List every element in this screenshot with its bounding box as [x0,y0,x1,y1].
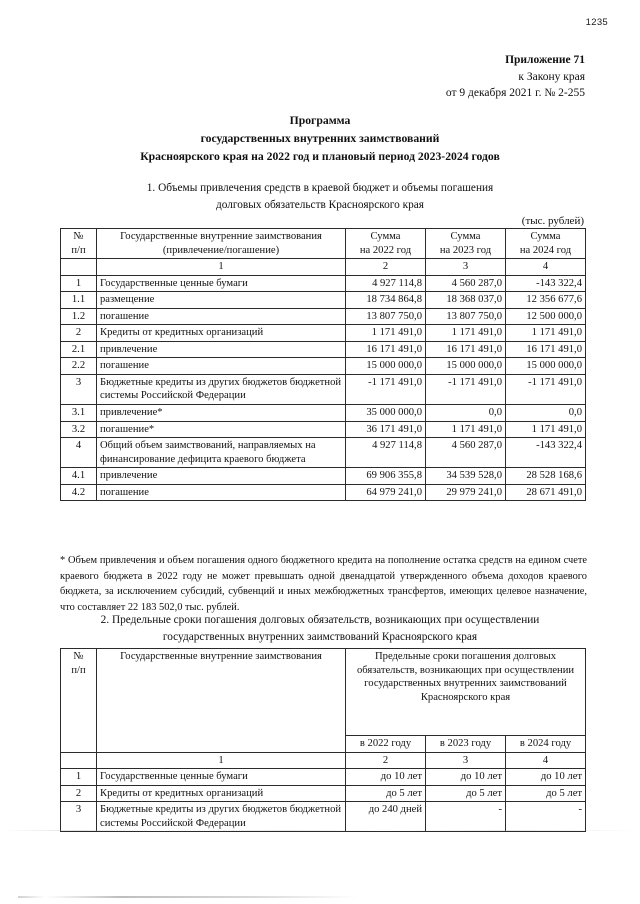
row-value-2024: до 5 лет [506,785,586,802]
header-number-line-1: № [73,231,84,242]
units-note: (тыс. рублей) [521,215,584,227]
colnum-0 [61,752,97,769]
table-repayment-deadlines [60,648,586,832]
colnum-3: 3 [426,752,506,769]
colnum-4: 4 [506,752,586,769]
table-row [61,421,586,438]
table-column-numbering-row [61,259,586,276]
row-value-2023: 13 807 750,0 [426,308,506,325]
row-name: Бюджетные кредиты из других бюджетов бюджетной системы Российской Федерации [97,374,346,404]
section-2-heading-line-1: 2. Предельные сроки погашения долговых обязательств, возникающих при осуществлении [100,614,540,626]
row-value-2023: 0,0 [426,405,506,422]
table-row [61,785,586,802]
row-value-2024: 28 671 491,0 [506,484,586,501]
header-name-line-2: (привлечение/погашение) [162,244,280,256]
row-value-2022: до 5 лет [346,785,426,802]
row-value-2024: 12 356 677,6 [506,292,586,309]
header-number-line-2: п/п [71,664,86,676]
row-value-2024: 28 528 168,6 [506,468,586,485]
row-number: 4.1 [61,468,97,485]
colnum-0 [61,259,97,276]
row-value-2022: 35 000 000,0 [346,405,426,422]
row-value-2023: до 5 лет [426,785,506,802]
header-cell-group-deadlines: Предельные сроки погашения долговых обязательств, возникающих при осуществлении государственных внутренних заимствований Красноярского края [346,649,586,736]
row-value-2023: 4 560 287,0 [426,438,506,468]
document-reference-block [446,52,585,102]
table-row [61,802,586,832]
row-name: погашение* [97,421,346,438]
table-row [61,769,586,786]
header-2024-line-2: на 2024 год [519,244,572,256]
row-value-2024: - [506,802,586,832]
header-cell-name: Государственные внутренние заимствования [97,649,346,753]
header-cell-2023: в 2023 году [426,736,506,753]
row-number: 1 [61,769,97,786]
row-name: привлечение* [97,405,346,422]
law-reference: к Закону края [518,70,585,83]
header-2023-line-2: на 2023 год [439,244,492,256]
row-number: 3 [61,802,97,832]
row-value-2023: 1 171 491,0 [426,421,506,438]
row-value-2022: 15 000 000,0 [346,358,426,375]
colnum-1: 1 [97,752,346,769]
row-value-2024: 15 000 000,0 [506,358,586,375]
row-value-2022: 13 807 750,0 [346,308,426,325]
colnum-2: 2 [346,752,426,769]
table-row [61,468,586,485]
table-header-row [61,649,586,736]
header-cell-2022 [346,229,426,259]
row-number: 3 [61,374,97,404]
row-value-2022: 1 171 491,0 [346,325,426,342]
header-2022-line-2: на 2022 год [359,244,412,256]
row-value-2024: -143 322,4 [506,438,586,468]
row-name: погашение [97,308,346,325]
scan-artifact-upper [0,830,640,831]
title-line-2: государственных внутренних заимствований [200,132,440,146]
row-value-2023: 15 000 000,0 [426,358,506,375]
row-value-2022: 18 734 864,8 [346,292,426,309]
colnum-4: 4 [506,259,586,276]
row-name: Общий объем заимствований, направляемых на финансирование дефицита краевого бюджета [97,438,346,468]
row-value-2023: - [426,802,506,832]
row-name: Кредиты от кредитных организаций [97,785,346,802]
table-column-numbering-row [61,752,586,769]
table-row [61,405,586,422]
header-cell-2023 [426,229,506,259]
table-row [61,341,586,358]
row-value-2024: -1 171 491,0 [506,374,586,404]
row-value-2023: 4 560 287,0 [426,275,506,292]
header-cell-2024 [506,229,586,259]
footnote-budget-credit: * Объем привлечения и объем погашения одного бюджетного кредита на пополнение остатка средств на едином счете краевого бюджета в 2022 году не может превышать одной двенадцатой утвержденного объема доходов краевого бюджета, за исключением субсидий, субвенций и иных межбюджетных трансфертов, имеющих целевое назначение, что составляет 22 183 502,0 тыс. рублей. [60,555,587,613]
row-value-2023: 1 171 491,0 [426,325,506,342]
page-number: 1235 [585,17,608,28]
table-borrowing-volumes [60,228,586,501]
row-number: 4.2 [61,484,97,501]
header-cell-2024: в 2024 году [506,736,586,753]
row-value-2023: 29 979 241,0 [426,484,506,501]
section-2-heading [0,612,640,646]
table-row [61,292,586,309]
table-row [61,275,586,292]
header-2022-line-1: Сумма [370,231,401,242]
colnum-3: 3 [426,259,506,276]
title-line-3: Красноярского края на 2022 год и плановый период 2023-2024 годов [140,150,500,164]
scan-artifact-lower [18,896,358,898]
row-value-2023: 34 539 528,0 [426,468,506,485]
row-name: погашение [97,358,346,375]
row-number: 1.1 [61,292,97,309]
row-name: привлечение [97,341,346,358]
row-name: Государственные ценные бумаги [97,769,346,786]
row-value-2023: -1 171 491,0 [426,374,506,404]
row-value-2024: 0,0 [506,405,586,422]
header-2024-line-1: Сумма [530,231,561,242]
row-name: погашение [97,484,346,501]
row-number: 3.1 [61,405,97,422]
table-row [61,308,586,325]
row-number: 1.2 [61,308,97,325]
row-value-2023: до 10 лет [426,769,506,786]
row-value-2022: 36 171 491,0 [346,421,426,438]
row-value-2022: 64 979 241,0 [346,484,426,501]
header-cell-number [61,229,97,259]
title-line-1: Программа [289,114,351,127]
row-number: 2 [61,785,97,802]
row-value-2024: 1 171 491,0 [506,325,586,342]
row-number: 2.1 [61,341,97,358]
row-value-2024: до 10 лет [506,769,586,786]
table-row [61,358,586,375]
row-value-2024: -143 322,4 [506,275,586,292]
law-date-number: от 9 декабря 2021 г. № 2-255 [445,87,585,100]
row-value-2022: 4 927 114,8 [346,275,426,292]
row-value-2022: -1 171 491,0 [346,374,426,404]
row-value-2024: 16 171 491,0 [506,341,586,358]
header-name-line-1: Государственные внутренние заимствования [120,231,322,242]
table-row [61,325,586,342]
section-1-heading [0,180,640,214]
row-name: размещение [97,292,346,309]
row-name: Государственные ценные бумаги [97,275,346,292]
row-value-2023: 16 171 491,0 [426,341,506,358]
header-2023-line-1: Сумма [450,231,481,242]
row-name: привлечение [97,468,346,485]
table-row [61,438,586,468]
table-row [61,374,586,404]
table-row [61,484,586,501]
appendix-number: Приложение 71 [505,54,585,66]
row-value-2023: 18 368 037,0 [426,292,506,309]
row-number: 2 [61,325,97,342]
row-value-2024: 1 171 491,0 [506,421,586,438]
header-cell-name [97,229,346,259]
row-value-2022: до 240 дней [346,802,426,832]
header-cell-number [61,649,97,753]
section-2-heading-line-2: государственных внутренних заимствований Красноярского края [162,630,478,643]
section-1-heading-line-1: 1. Объемы привлечения средств в краевой бюджет и объемы погашения [146,182,494,194]
row-value-2022: 4 927 114,8 [346,438,426,468]
document-title [0,112,640,166]
row-number: 2.2 [61,358,97,375]
header-cell-2022: в 2022 году [346,736,426,753]
row-name: Кредиты от кредитных организаций [97,325,346,342]
row-value-2022: 16 171 491,0 [346,341,426,358]
row-number: 3.2 [61,421,97,438]
header-number-line-2: п/п [71,244,86,256]
row-number: 4 [61,438,97,468]
row-name: Бюджетные кредиты из других бюджетов бюджетной системы Российской Федерации [97,802,346,832]
header-number-line-1: № [73,651,84,662]
row-value-2024: 12 500 000,0 [506,308,586,325]
row-number: 1 [61,275,97,292]
row-value-2022: 69 906 355,8 [346,468,426,485]
colnum-1: 1 [97,259,346,276]
table-header-row [61,229,586,259]
section-1-heading-line-2: долговых обязательств Красноярского края [216,198,424,211]
colnum-2: 2 [346,259,426,276]
row-value-2022: до 10 лет [346,769,426,786]
